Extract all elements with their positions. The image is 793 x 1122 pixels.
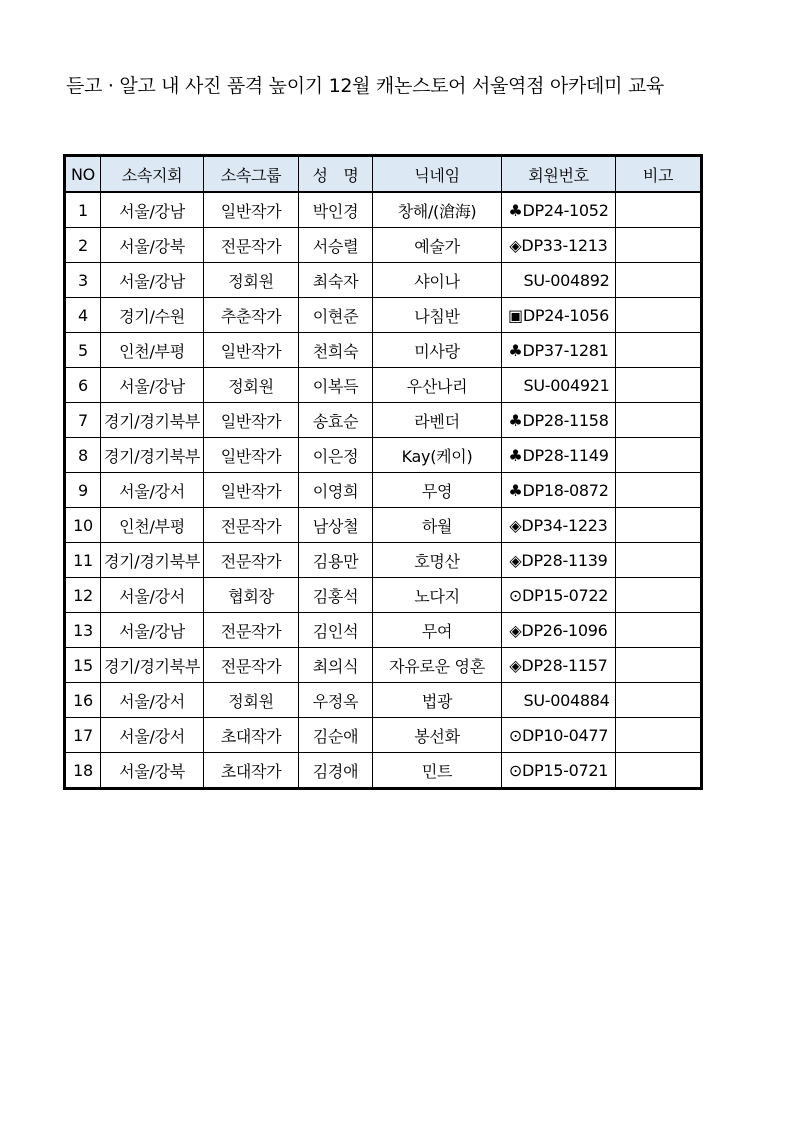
- table-row: [65, 543, 702, 578]
- group-cell: 정회원: [204, 263, 299, 298]
- member-number-cell: ◈DP26-1096: [502, 613, 616, 648]
- group-cell: 일반작가: [204, 403, 299, 438]
- group-cell: 일반작가: [204, 333, 299, 368]
- group-cell: 정회원: [204, 683, 299, 718]
- table-row: [65, 192, 702, 228]
- member-name-cell: 최의식: [299, 648, 373, 683]
- group-cell: 협회장: [204, 578, 299, 613]
- branch-cell: 서울/강북: [101, 228, 204, 263]
- member-name-cell: 박인경: [299, 192, 373, 228]
- group-cell: 정회원: [204, 368, 299, 403]
- member-number-cell: ◈DP28-1157: [502, 648, 616, 683]
- document-title: 듣고 · 알고 내 사진 품격 높이기 12월 캐논스토어 서울역점 아카데미 교육: [66, 75, 664, 97]
- nickname-cell: 미사랑: [373, 333, 502, 368]
- nickname-cell: 무여: [373, 613, 502, 648]
- row-number-cell: 1: [65, 192, 101, 228]
- member-number-cell: ♣DP37-1281: [502, 333, 616, 368]
- row-number-cell: 6: [65, 368, 101, 403]
- row-number-cell: 8: [65, 438, 101, 473]
- branch-cell: 서울/강남: [101, 613, 204, 648]
- member-name-cell: 김용만: [299, 543, 373, 578]
- group-cell: 전문작가: [204, 613, 299, 648]
- nickname-cell: 무영: [373, 473, 502, 508]
- note-cell: [616, 648, 702, 683]
- note-cell: [616, 263, 702, 298]
- note-cell: [616, 333, 702, 368]
- member-number-cell: ♣DP18-0872: [502, 473, 616, 508]
- group-cell: 일반작가: [204, 192, 299, 228]
- group-cell: 전문작가: [204, 508, 299, 543]
- member-name-cell: 이현준: [299, 298, 373, 333]
- table-row: [65, 648, 702, 683]
- branch-cell: 서울/강남: [101, 368, 204, 403]
- member-number-cell: SU-004892: [502, 263, 616, 298]
- nickname-cell: Kay(케이): [373, 438, 502, 473]
- member-number-cell: ♣DP28-1149: [502, 438, 616, 473]
- note-cell: [616, 578, 702, 613]
- note-cell: [616, 543, 702, 578]
- table-body: [65, 192, 702, 789]
- group-cell: 전문작가: [204, 228, 299, 263]
- header-branch: 소속지회: [101, 156, 204, 193]
- group-cell: 추춘작가: [204, 298, 299, 333]
- branch-cell: 서울/강북: [101, 753, 204, 789]
- table-row: [65, 473, 702, 508]
- table-row: [65, 438, 702, 473]
- row-number-cell: 3: [65, 263, 101, 298]
- member-roster-table: [63, 154, 703, 790]
- branch-cell: 서울/강서: [101, 683, 204, 718]
- member-number-cell: ⊙DP15-0721: [502, 753, 616, 789]
- member-name-cell: 우정옥: [299, 683, 373, 718]
- nickname-cell: 민트: [373, 753, 502, 789]
- table-row: [65, 298, 702, 333]
- member-number-cell: ⊙DP15-0722: [502, 578, 616, 613]
- table-row: [65, 613, 702, 648]
- row-number-cell: 5: [65, 333, 101, 368]
- row-number-cell: 4: [65, 298, 101, 333]
- member-number-cell: ◈DP33-1213: [502, 228, 616, 263]
- row-number-cell: 17: [65, 718, 101, 753]
- note-cell: [616, 753, 702, 789]
- branch-cell: 경기/경기북부: [101, 403, 204, 438]
- header-member-no: 회원번호: [502, 156, 616, 193]
- table-row: [65, 403, 702, 438]
- note-cell: [616, 613, 702, 648]
- note-cell: [616, 228, 702, 263]
- row-number-cell: 9: [65, 473, 101, 508]
- header-no: NO: [65, 156, 101, 193]
- table-header-row: [65, 156, 702, 193]
- member-number-cell: ▣DP24-1056: [502, 298, 616, 333]
- row-number-cell: 16: [65, 683, 101, 718]
- branch-cell: 서울/강서: [101, 578, 204, 613]
- member-name-cell: 최숙자: [299, 263, 373, 298]
- header-group: 소속그룹: [204, 156, 299, 193]
- table-row: [65, 333, 702, 368]
- group-cell: 전문작가: [204, 543, 299, 578]
- branch-cell: 경기/경기북부: [101, 648, 204, 683]
- member-name-cell: 김경애: [299, 753, 373, 789]
- group-cell: 전문작가: [204, 648, 299, 683]
- table-row: [65, 683, 702, 718]
- table-row: [65, 753, 702, 789]
- table-row: [65, 578, 702, 613]
- row-number-cell: 10: [65, 508, 101, 543]
- nickname-cell: 샤이나: [373, 263, 502, 298]
- row-number-cell: 15: [65, 648, 101, 683]
- nickname-cell: 호명산: [373, 543, 502, 578]
- nickname-cell: 자유로운 영혼: [373, 648, 502, 683]
- member-number-cell: SU-004884: [502, 683, 616, 718]
- nickname-cell: 창해/(滄海): [373, 192, 502, 228]
- nickname-cell: 우산나리: [373, 368, 502, 403]
- row-number-cell: 11: [65, 543, 101, 578]
- header-name: 성 명: [299, 156, 373, 193]
- nickname-cell: 나침반: [373, 298, 502, 333]
- row-number-cell: 2: [65, 228, 101, 263]
- nickname-cell: 예술가: [373, 228, 502, 263]
- branch-cell: 서울/강남: [101, 263, 204, 298]
- nickname-cell: 하월: [373, 508, 502, 543]
- group-cell: 초대작가: [204, 753, 299, 789]
- member-name-cell: 서승렬: [299, 228, 373, 263]
- group-cell: 일반작가: [204, 473, 299, 508]
- member-name-cell: 천희숙: [299, 333, 373, 368]
- note-cell: [616, 403, 702, 438]
- branch-cell: 경기/경기북부: [101, 543, 204, 578]
- branch-cell: 인천/부평: [101, 508, 204, 543]
- table-row: [65, 508, 702, 543]
- note-cell: [616, 473, 702, 508]
- member-name-cell: 김순애: [299, 718, 373, 753]
- member-number-cell: ◈DP28-1139: [502, 543, 616, 578]
- branch-cell: 서울/강서: [101, 718, 204, 753]
- header-nickname: 닉네임: [373, 156, 502, 193]
- header-note: 비고: [616, 156, 702, 193]
- member-name-cell: 송효순: [299, 403, 373, 438]
- table-row: [65, 228, 702, 263]
- group-cell: 일반작가: [204, 438, 299, 473]
- member-name-cell: 남상철: [299, 508, 373, 543]
- note-cell: [616, 298, 702, 333]
- branch-cell: 서울/강남: [101, 192, 204, 228]
- branch-cell: 경기/경기북부: [101, 438, 204, 473]
- nickname-cell: 법광: [373, 683, 502, 718]
- row-number-cell: 12: [65, 578, 101, 613]
- note-cell: [616, 438, 702, 473]
- row-number-cell: 18: [65, 753, 101, 789]
- row-number-cell: 7: [65, 403, 101, 438]
- member-name-cell: 이은정: [299, 438, 373, 473]
- note-cell: [616, 508, 702, 543]
- note-cell: [616, 683, 702, 718]
- group-cell: 초대작가: [204, 718, 299, 753]
- branch-cell: 서울/강서: [101, 473, 204, 508]
- member-number-cell: SU-004921: [502, 368, 616, 403]
- member-number-cell: ⊙DP10-0477: [502, 718, 616, 753]
- nickname-cell: 라벤더: [373, 403, 502, 438]
- member-number-cell: ♣DP24-1052: [502, 192, 616, 228]
- branch-cell: 경기/수원: [101, 298, 204, 333]
- note-cell: [616, 192, 702, 228]
- nickname-cell: 봉선화: [373, 718, 502, 753]
- row-number-cell: 13: [65, 613, 101, 648]
- table-row: [65, 263, 702, 298]
- note-cell: [616, 368, 702, 403]
- note-cell: [616, 718, 702, 753]
- member-name-cell: 김홍석: [299, 578, 373, 613]
- member-name-cell: 이복득: [299, 368, 373, 403]
- nickname-cell: 노다지: [373, 578, 502, 613]
- member-name-cell: 이영희: [299, 473, 373, 508]
- table-row: [65, 368, 702, 403]
- member-name-cell: 김인석: [299, 613, 373, 648]
- member-number-cell: ♣DP28-1158: [502, 403, 616, 438]
- table-row: [65, 718, 702, 753]
- member-number-cell: ◈DP34-1223: [502, 508, 616, 543]
- branch-cell: 인천/부평: [101, 333, 204, 368]
